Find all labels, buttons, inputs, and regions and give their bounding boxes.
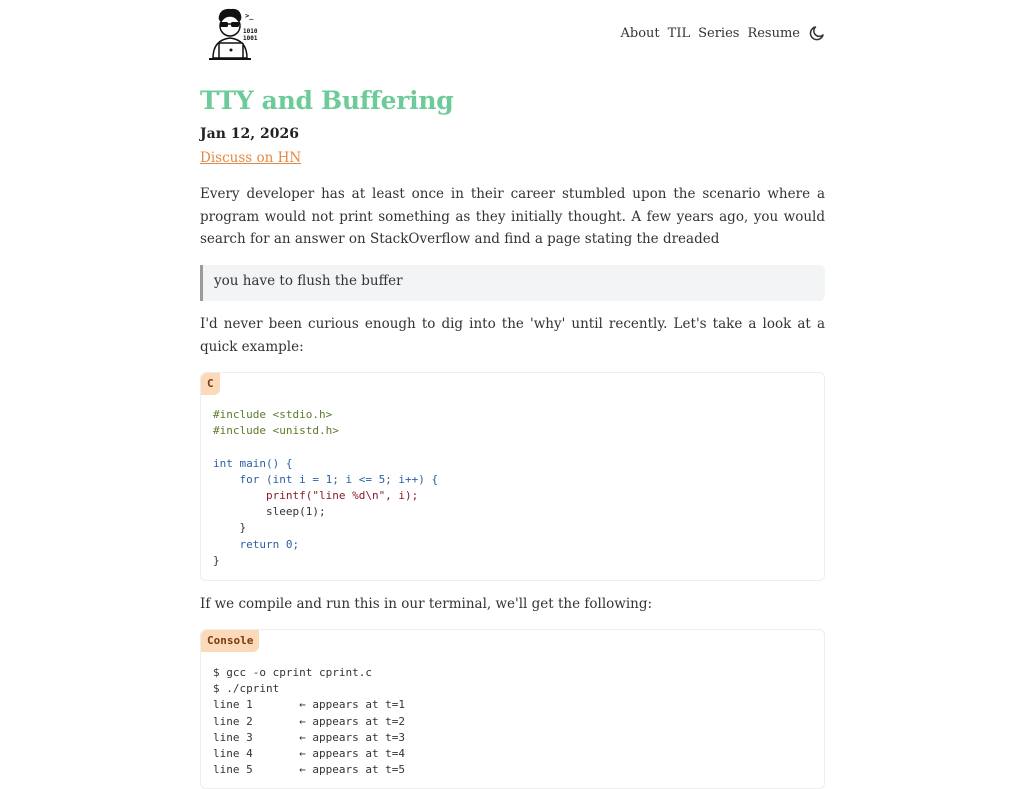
post-date: Jan 12, 2026 bbox=[200, 126, 299, 142]
code-line: printf("line %d\n", i); bbox=[213, 489, 419, 503]
console-line: line 3 ← appears at t=3 bbox=[213, 730, 406, 744]
code-line: return 0; bbox=[213, 537, 300, 551]
hacker-avatar-logo-icon bbox=[205, 6, 265, 64]
console-line: $ ./cprint bbox=[213, 682, 280, 696]
moon-icon[interactable] bbox=[808, 24, 826, 42]
code-block-console bbox=[200, 629, 825, 789]
nav-series[interactable]: Series bbox=[698, 25, 740, 41]
top-nav bbox=[621, 24, 826, 42]
logo-binary-top: 1010 bbox=[243, 28, 258, 35]
code-line: int main() { bbox=[213, 456, 293, 470]
code-block-c bbox=[200, 372, 825, 581]
code-line: } bbox=[213, 553, 220, 567]
discuss-hn-link[interactable]: Discuss on HN bbox=[200, 150, 302, 166]
logo-prompt-text: >_ bbox=[245, 12, 254, 20]
paragraph-example: I'd never been curious enough to dig into the 'why' until recently. Let's take a look at a quick example: bbox=[200, 316, 825, 355]
console-line: line 4 ← appears at t=4 bbox=[213, 747, 406, 761]
paragraph-compile: If we compile and run this in our terminal, we'll get the following: bbox=[200, 596, 653, 612]
console-line: line 2 ← appears at t=2 bbox=[213, 714, 406, 728]
paragraph-intro: Every developer has at least once in their career stumbled upon the scenario where a program would not print something as they initially thought. A few years ago, you would search for an answer on StackOverflow and find a page stating the dreaded bbox=[200, 186, 825, 247]
code-line: } bbox=[213, 521, 247, 535]
code-language-badge: C bbox=[201, 373, 220, 395]
code-line: sleep(1); bbox=[213, 505, 326, 519]
code-content[interactable] bbox=[213, 407, 438, 569]
logo-binary-bottom: 1001 bbox=[243, 35, 258, 42]
nav-til[interactable]: TIL bbox=[667, 25, 691, 41]
code-language-badge: Console bbox=[201, 630, 259, 652]
code-line: for (int i = 1; i <= 5; i++) { bbox=[213, 472, 439, 486]
code-line: #include <stdio.h> bbox=[213, 408, 333, 421]
console-line: line 5 ← appears at t=5 bbox=[213, 763, 406, 777]
blockquote: you have to flush the buffer bbox=[200, 265, 825, 301]
console-line: line 1 ← appears at t=1 bbox=[213, 698, 406, 712]
console-content[interactable] bbox=[213, 665, 405, 778]
site-logo[interactable] bbox=[205, 6, 265, 64]
console-line: $ gcc -o cprint cprint.c bbox=[213, 666, 372, 679]
nav-resume[interactable]: Resume bbox=[747, 25, 800, 41]
nav-about[interactable]: About bbox=[620, 25, 660, 41]
post-title: TTY and Buffering bbox=[200, 86, 454, 115]
code-line: #include <unistd.h> bbox=[213, 424, 339, 438]
